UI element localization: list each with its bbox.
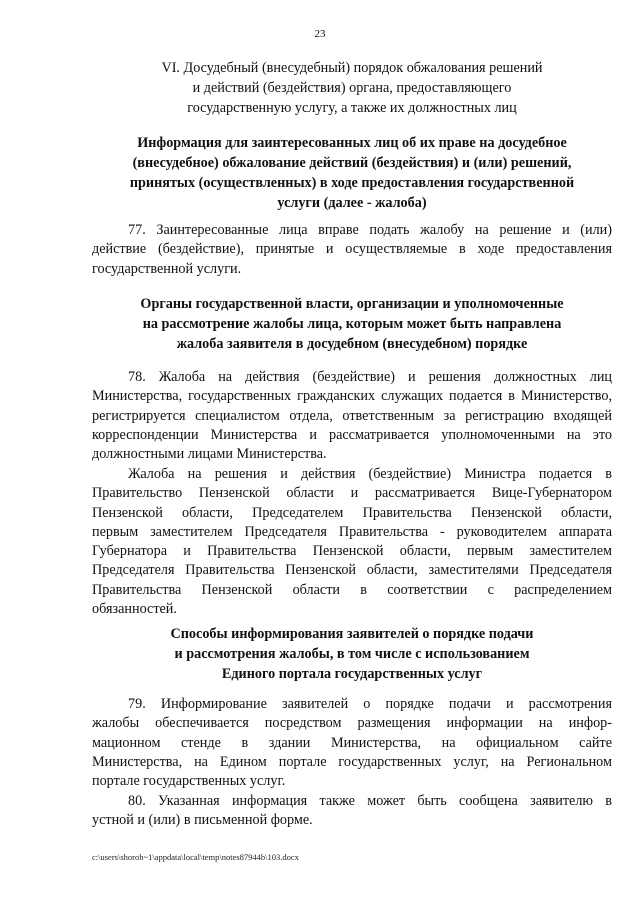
paragraph-80 bbox=[92, 792, 612, 831]
paragraph-line: устной и (или) в письменной форме. bbox=[92, 812, 313, 829]
paragraph-line: Председателя Правительства Пензенской области, заместителями Председателя bbox=[92, 562, 612, 579]
info-heading-line: (внесудебное) обжалование действий (бездействия) и (или) решений, bbox=[132, 155, 572, 171]
paragraph-line: корреспонденции Министерства и рассматривается уполномоченными на это bbox=[92, 426, 612, 443]
methods-heading-line: Единого портала государственных услуг bbox=[221, 666, 483, 682]
paragraph-line: мационном стенде в здании Министерства, на официальном сайте bbox=[92, 734, 612, 751]
page-number: 23 bbox=[314, 28, 326, 40]
paragraph-line: портале государственных услуг. bbox=[92, 773, 286, 790]
footer-file-path: c:\users\shoroh~1\appdata\local\temp\notes87944b\103.docx bbox=[92, 852, 299, 862]
organs-heading-line: на рассмотрение жалобы лица, которым может быть направлена bbox=[142, 316, 562, 332]
paragraph-78 bbox=[92, 368, 612, 464]
paragraph-line: Правительства Пензенской области в соответствии с распределением bbox=[92, 581, 612, 598]
paragraph-79 bbox=[92, 695, 612, 791]
paragraph-line: Министерства, на Едином портале государственных услуг, на Региональном bbox=[92, 753, 612, 770]
methods-heading-line: Способы информирования заявителей о порядке подачи bbox=[170, 626, 534, 642]
methods-heading bbox=[92, 624, 612, 684]
paragraph-line: жалобы обеспечивается посредством размещения информации на инфор- bbox=[92, 715, 612, 732]
info-heading bbox=[92, 133, 612, 213]
paragraph-line: обязанностей. bbox=[92, 601, 177, 618]
paragraph-line: Правительство Пензенской области и рассматривается Вице-Губернатором bbox=[92, 485, 612, 502]
info-heading-line: принятых (осуществленных) в ходе предоставления государственной bbox=[129, 175, 575, 191]
paragraph-line: Пензенской области, Председателем Правительства Пензенской области, bbox=[92, 504, 612, 521]
section-title bbox=[92, 58, 612, 118]
paragraph-77 bbox=[92, 221, 612, 279]
paragraph-line: государственной услуги. bbox=[92, 260, 242, 277]
paragraph-78-second bbox=[92, 465, 612, 619]
organs-heading-line: Органы государственной власти, организации и уполномоченные bbox=[140, 296, 564, 312]
paragraph-line: регистрируется специалистом отдела, ответственным за регистрацию входящей bbox=[92, 407, 612, 424]
section-title-line: и действий (бездействия) органа, предоставляющего bbox=[192, 80, 512, 96]
paragraph-line: Жалоба на решения и действия (бездействие) Министра подается в bbox=[128, 466, 612, 482]
paragraph-line: действие (бездействие), принятые и осуществляемые в ходе предоставления bbox=[92, 241, 612, 258]
section-title-line: VI. Досудебный (внесудебный) порядок обжалования решений bbox=[161, 60, 543, 76]
paragraph-line: 78. Жалоба на действия (бездействие) и решения должностных лиц bbox=[128, 369, 612, 385]
paragraph-line: 77. Заинтересованные лица вправе подать жалобу на решение и (или) bbox=[128, 222, 612, 238]
organs-heading bbox=[92, 294, 612, 354]
paragraph-line: должностными лицами Министерства. bbox=[92, 446, 327, 463]
organs-heading-line: жалоба заявителя в досудебном (внесудебном) порядке bbox=[176, 336, 528, 352]
paragraph-line: первым заместителем Председателя Правительства - руководителем аппарата bbox=[92, 523, 612, 540]
section-title-line: государственную услугу, а также их должностных лиц bbox=[187, 100, 517, 116]
info-heading-line: услуги (далее - жалоба) bbox=[277, 195, 427, 211]
paragraph-line: 80. Указанная информация также может быть сообщена заявителю в bbox=[128, 793, 612, 809]
paragraph-line: 79. Информирование заявителей о порядке подачи и рассмотрения bbox=[128, 696, 612, 712]
paragraph-line: Губернатора и Правительства Пензенской области, первым заместителем bbox=[92, 543, 612, 560]
info-heading-line: Информация для заинтересованных лиц об их праве на досудебное bbox=[137, 135, 567, 151]
paragraph-line: Министерства, государственных гражданских служащих подается в Министерство, bbox=[92, 388, 612, 405]
methods-heading-line: и рассмотрения жалобы, в том числе с использованием bbox=[174, 646, 530, 662]
